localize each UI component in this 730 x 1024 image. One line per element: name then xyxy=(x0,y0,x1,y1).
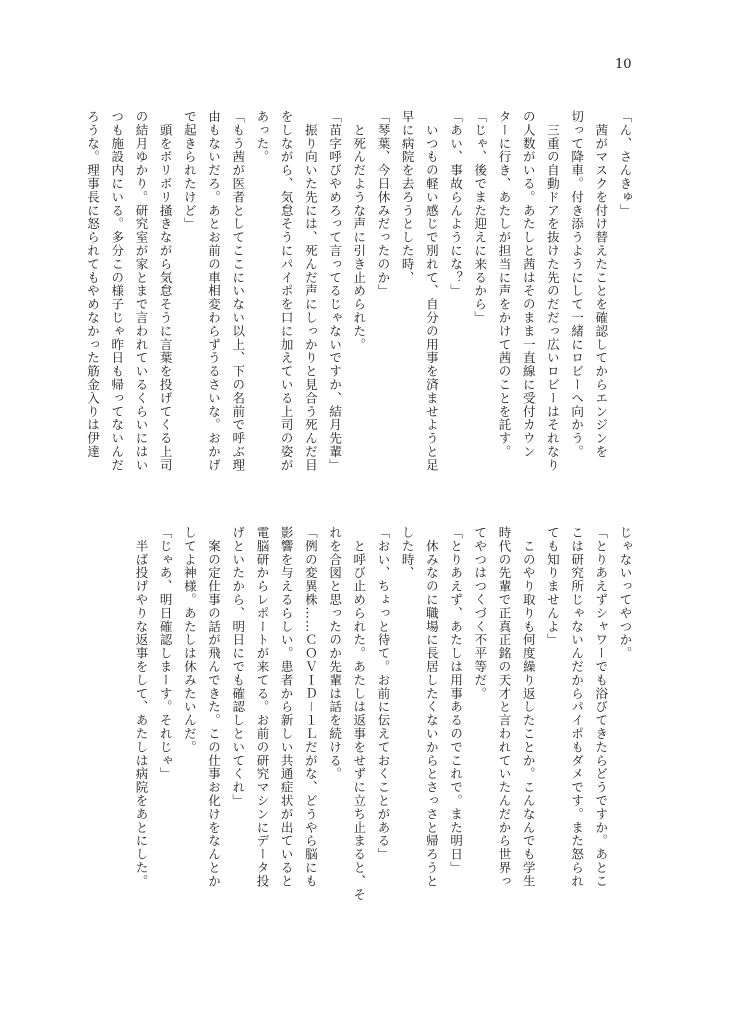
text-line: 「あい、事故らんようにな？」 xyxy=(448,110,464,298)
text-line: てやつはつくづく不平等だ。 xyxy=(472,526,488,701)
text-line: してよ神様。あたしは休みたいんだ。 xyxy=(182,526,198,754)
text-line: 茜がマスクを付け替えたことを確認してからエンジンを xyxy=(593,110,609,459)
text-line: 時代の先輩で正真正銘の天才と言われていたんだから世界っ xyxy=(496,526,512,888)
text-line: じゃないってやつか。 xyxy=(618,526,633,660)
page-number: 10 xyxy=(615,57,632,72)
text-line: れを合図と思ったのか先輩は話を続ける。 xyxy=(327,526,343,781)
text-line: 「もう茜が医者としてここにいない以上、下の名前で呼ぶ理 xyxy=(230,110,246,472)
text-line: 「とりあえず、あたしは用事あるのでこれで。また明日」 xyxy=(448,526,464,875)
text-line: と呼び止められた。あたしは返事をせずに立ち止まると、そ xyxy=(351,526,367,902)
text-line: 三重の自動ドアを抜けた先のだだっ広いロビーはそれなり xyxy=(545,110,561,472)
text-line: げといたから、明日にでも確認しといてくれ」 xyxy=(230,526,246,808)
text-line: 「とりあえずシャワーでも浴びてきたらどうですか。あとこ xyxy=(593,526,609,888)
text-line: つも施設内にいる。多分この様子じゃ昨日も帰ってないんだ xyxy=(109,110,125,472)
text-line: 「苗字呼びやめろって言ってるじゃないですか、結月先輩」 xyxy=(327,110,343,472)
text-line: このやり取りも何度繰り返したことか。こんなんでも学生 xyxy=(521,526,537,888)
text-line: 振り向いた先には、死んだ声にしっかりと見合う死んだ目 xyxy=(303,110,319,472)
text-line: ても知りませんよ」 xyxy=(545,526,561,647)
text-line: 由もないだろ。あとお前の車相変わらずうるさいな。おかげ xyxy=(206,110,222,472)
text-line: 電脳研からレポートが来てる。お前の研究マシンにデータ投 xyxy=(254,526,270,888)
text-line: 「じゃあ、明日確認しまーす。それじゃ」 xyxy=(158,526,174,781)
text-line: 頭をボリボリ掻きながら気怠そうに言葉を投げてくる上司 xyxy=(158,110,174,472)
text-line: 影響を与えるらしい。患者から新しい共通症状が出ていると xyxy=(279,526,295,888)
upper-text-block xyxy=(85,110,637,502)
text-line: あった。 xyxy=(254,110,270,164)
text-line: いつもの軽い感じで別れて、自分の用事を済ませようと足 xyxy=(424,110,440,472)
text-line: 「じゃ、後でまた迎えに来るから」 xyxy=(472,110,488,325)
text-line: ろうな。理事長に怒られてもやめなかった筋金入りは伊達 xyxy=(85,110,101,459)
text-line: 早に病院を去ろうとした時、 xyxy=(400,110,416,285)
text-line: と死んだような声に引き止められた。 xyxy=(351,110,367,352)
text-line: ターに行き、あたしが担当に声をかけて茜のことを託す。 xyxy=(496,110,512,459)
text-line: の結月ゆかり。研究室が家とまで言われているくらいにはい xyxy=(133,110,149,472)
text-line: 案の定仕事の話が飛んできた。この仕事お化けをなんとか xyxy=(206,526,222,888)
text-line: 切って降車。付き添うようにして一緒にロビーへ向かう。 xyxy=(569,110,585,459)
text-line: こは研究所じゃないんだからパイポもダメです。また怒られ xyxy=(569,526,585,888)
text-line: をしながら、気怠そうにパイポを口に加えている上司の姿が xyxy=(279,110,295,472)
text-line: 半ば投げやりな返事をして、あたしは病院をあとにした。 xyxy=(133,526,149,888)
text-line: した時、 xyxy=(400,526,416,580)
text-line: の人数がいる。あたしと茜はそのまま一直線に受付カウン xyxy=(521,110,537,459)
text-line: 「おい、ちょっと待て。お前に伝えておくことがある」 xyxy=(375,526,391,861)
text-line: 休みなのに職場に長居したくないからとさっさと帰ろうと xyxy=(424,526,440,888)
text-line: 「琴葉、今日休みだったのか」 xyxy=(375,110,391,298)
text-line: 「例の変異株……ＣＯＶＩＤ－１Ｌだがな、どうやら脳にも xyxy=(303,526,319,888)
text-line: 「ん、さんきゅ」 xyxy=(618,110,633,218)
text-line: で起きられたけど」 xyxy=(182,110,198,231)
lower-text-block xyxy=(97,526,637,918)
